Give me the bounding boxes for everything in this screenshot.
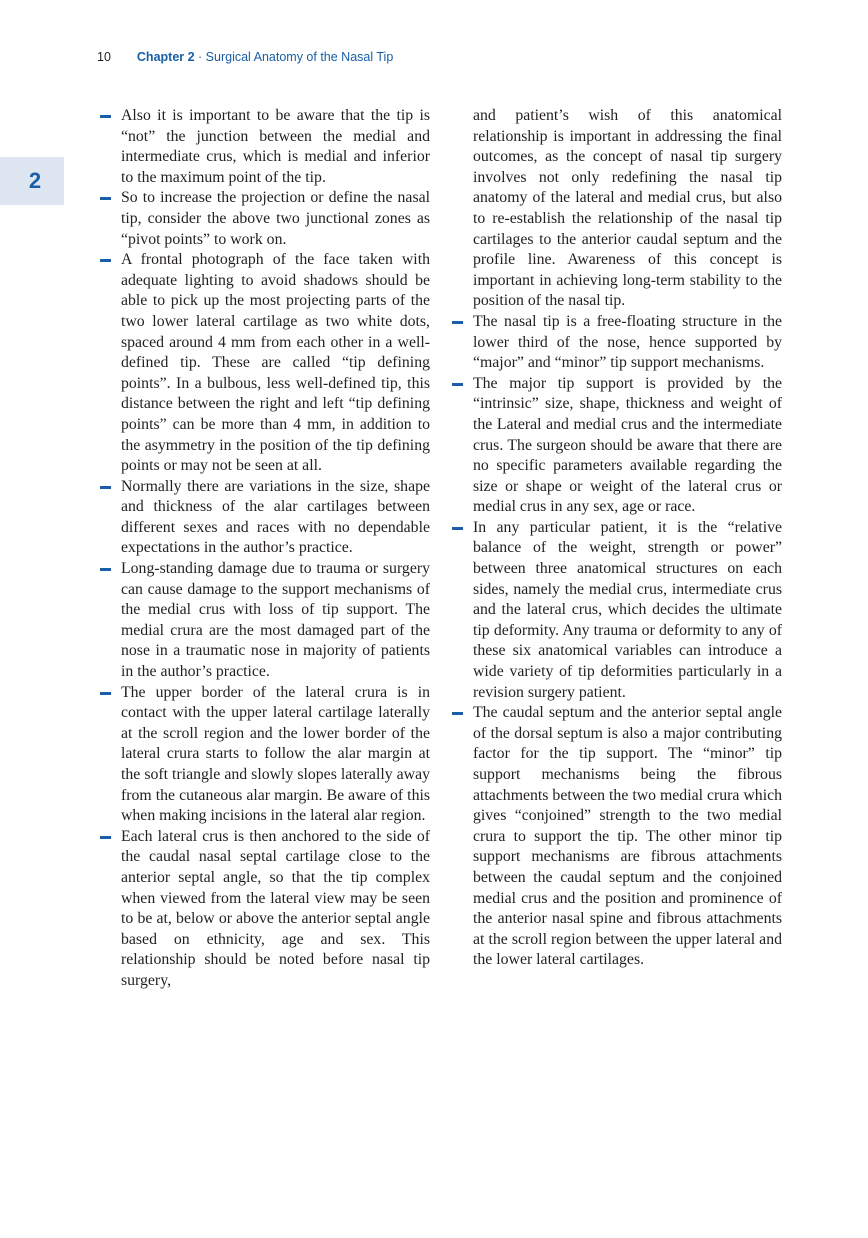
dash-bullet-icon bbox=[452, 321, 463, 324]
bullet-text: Long-standing damage due to trauma or surgery can cause damage to the support mechanisms of the medial crus with loss of tip support. The medial crura are the most damaged part of the nose in a traumatic nose in majority of patients in the author’s practice. bbox=[121, 560, 430, 681]
bullet-item bbox=[100, 188, 430, 250]
dash-bullet-icon bbox=[100, 197, 111, 200]
bullet-item bbox=[100, 477, 430, 559]
dash-bullet-icon bbox=[100, 115, 111, 118]
dash-bullet-icon bbox=[100, 836, 111, 839]
bullet-item bbox=[100, 250, 430, 477]
continued-paragraph: and patient’s wish of this anatomical relationship is important in addressing the final outcomes, as the concept of nasal tip surgery involves not only redefining the nasal tip anatomy of the lateral and medial crus, but also to re-establish the relationship of the nasal tip cartilages to the anterior caudal septum and the profile line. Awareness of this concept is important in achieving long-term stability to the position of the nasal tip. bbox=[473, 107, 782, 310]
chapter-tab: 2 bbox=[0, 157, 64, 205]
bullet-text: The upper border of the lateral crura is in contact with the upper lateral cartilage laterally at the scroll region and the lower border of the lateral crura starts to follow the alar margin at the soft triangle and slowly slopes laterally away from the cutaneous alar margin. Be aware of this when making incisions in the lateral alar region. bbox=[121, 683, 430, 825]
bullet-item bbox=[100, 559, 430, 683]
chapter-label: Chapter 2 bbox=[136, 50, 195, 64]
bullet-text: Also it is important to be aware that the tip is “not” the junction between the medial and intermediate crus, which is medial and inferior to the maximum point of the tip. bbox=[121, 107, 430, 186]
bullet-text: In any particular patient, it is the “relative balance of the weight, strength or power” between three anatomical structures on each sides, namely the medial crus, intermediate crus and the lateral crus, which decides the ultimate tip deformity. Any trauma or deformity to any of these six anatomical variables can introduce a wide variety of tip deformities particularly in a revision surgery patient. bbox=[473, 518, 782, 701]
header-separator: · bbox=[194, 50, 206, 64]
dash-bullet-icon bbox=[452, 383, 463, 386]
right-column bbox=[452, 106, 782, 971]
bullet-item bbox=[452, 518, 782, 703]
bullet-text: The caudal septum and the anterior septal angle of the dorsal septum is also a major contributing factor for the tip support. The “minor” tip support mechanisms being the fibrous attachments between the two medial crura which gives “conjoined” strength to the two medial crura to support the tip. The other minor tip support mechanisms are fibrous attachments between the caudal septum and the conjoined medial crus and the position and prominence of the anterior nasal spine and fibrous attachments at the scroll region between the upper lateral and the lower lateral cartilages. bbox=[473, 704, 782, 969]
page-number: 10 bbox=[97, 50, 111, 64]
dash-bullet-icon bbox=[100, 259, 111, 262]
dash-bullet-icon bbox=[452, 712, 463, 715]
bullet-item bbox=[452, 703, 782, 971]
left-column bbox=[100, 106, 430, 992]
dash-bullet-icon bbox=[452, 527, 463, 530]
bullet-item bbox=[452, 312, 782, 374]
bullet-item bbox=[100, 827, 430, 992]
bullet-text: So to increase the projection or define the nasal tip, consider the above two junctional zones as “pivot points” to work on. bbox=[121, 189, 430, 248]
bullet-text: A frontal photograph of the face taken with adequate lighting to avoid shadows should be able to pick up the most projecting parts of the two lower lateral cartilage as two white dots, spaced around 4 mm from each other in a well-defined tip. These are called “tip defining points”. In a bulbous, less well-defined tip, this distance between the right and left “tip defining points” can be more than 4 mm, in addition to the asymmetry in the position of the tip defining points or may not be seen at all. bbox=[121, 251, 430, 475]
dash-bullet-icon bbox=[100, 486, 111, 489]
dash-bullet-icon bbox=[100, 568, 111, 571]
bullet-item bbox=[452, 374, 782, 518]
bullet-text: Normally there are variations in the size, shape and thickness of the alar cartilages between different sexes and races with no dependable expectations in the author’s practice. bbox=[121, 477, 430, 557]
bullet-item bbox=[100, 106, 430, 188]
dash-bullet-icon bbox=[100, 692, 111, 695]
bullet-text: The nasal tip is a free-floating structure in the lower third of the nose, hence supported by “major” and “minor” tip support mechanisms. bbox=[473, 312, 782, 372]
bullet-item bbox=[100, 683, 430, 827]
bullet-text: The major tip support is provided by the “intrinsic” size, shape, thickness and weight of the Lateral and medial crus and the intermediate crus. The surgeon should be aware that there are no specific parameters available regarding the size or shape or weight of the lateral crus or medial crus in any sex, age or race. bbox=[473, 374, 782, 516]
chapter-title: Surgical Anatomy of the Nasal Tip bbox=[205, 50, 394, 64]
bullet-text: Each lateral crus is then anchored to the side of the caudal nasal septal cartilage close to the anterior septal angle, so that the tip complex when viewed from the lateral view may be seen to be at, below or above the anterior septal angle based on ethnicity, age and sex. This relationship should be noted before nasal tip surgery, bbox=[121, 827, 430, 989]
running-header bbox=[97, 50, 393, 64]
